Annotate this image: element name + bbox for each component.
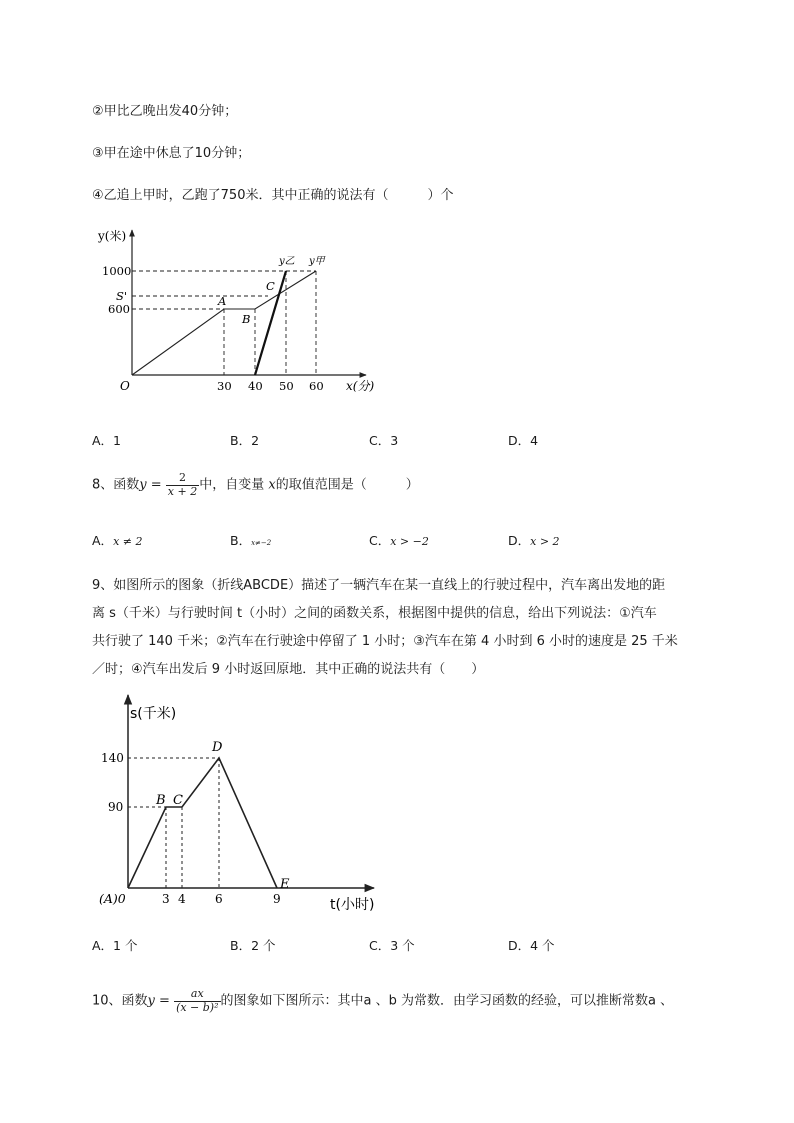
q9-point-c: C [173, 793, 183, 808]
q8-option-c-expr: x > −2 [390, 535, 429, 548]
q8-option-b-letter: B． [230, 533, 252, 548]
q7-option-d[interactable]: D．4 [508, 433, 539, 448]
q7-xtick-50: 50 [279, 379, 294, 393]
q8-frac-num: 2 [166, 472, 199, 486]
q7-point-c: C [266, 279, 275, 293]
q8-option-a-letter: A． [92, 533, 114, 548]
q8-suffix-b: 的取值范围是（ ） [275, 477, 419, 493]
q9-series-abcde [128, 758, 277, 888]
q9-ytick-90: 90 [108, 800, 124, 814]
q9-x-axis-label: t(小时) [330, 897, 375, 913]
q9-option-a[interactable]: A．1 个 [92, 938, 138, 953]
q7-chart [96, 224, 396, 404]
q7-ytick-1000: 1000 [102, 264, 132, 278]
q10-suffix: 的图象如下图所示：其中a 、b 为常数．由学习函数的经验，可以推断常数a 、 [220, 993, 674, 1009]
q7-ytick-600: 600 [108, 302, 130, 316]
q7-origin-label: O [120, 379, 130, 393]
q8-var: x [268, 477, 276, 493]
q7-series-label-jia: y甲 [309, 256, 325, 267]
q8-option-c-letter: C． [369, 533, 391, 548]
q9-xtick-6: 6 [215, 892, 223, 906]
q9-y-axis-label: s(千米) [130, 706, 177, 722]
q8-option-a[interactable] [92, 531, 142, 549]
q9-option-d[interactable]: D．4 个 [508, 938, 555, 953]
q10-fraction [174, 988, 220, 1014]
q8-prefix: 8、函数 [92, 477, 140, 493]
q7-series-label-yi: y乙 [279, 256, 295, 267]
q9-point-b: B [156, 793, 166, 808]
q8-fraction [166, 472, 199, 498]
q8-func-lhs: y = [139, 477, 162, 493]
q7-option-a[interactable]: A．1 [92, 433, 122, 448]
q9-origin-label: (A)0 [99, 891, 126, 906]
q9-option-c[interactable]: C．3 个 [369, 938, 415, 953]
q10-stem [92, 988, 673, 1014]
q9-chart [92, 690, 392, 920]
q7-ytick-s: S' [116, 289, 128, 303]
q9-point-d: D [212, 740, 223, 755]
q9-stem [92, 572, 732, 684]
q7-xtick-40: 40 [248, 379, 263, 393]
q10-func-lhs: y = [147, 993, 170, 1009]
q7-y-axis-label: y(米) [98, 229, 127, 243]
q8-option-c[interactable] [369, 531, 429, 549]
q8-stem [92, 472, 419, 498]
q7-xtick-60: 60 [309, 379, 324, 393]
q7-x-axis-label: x(分) [346, 379, 375, 393]
q9-xtick-9: 9 [273, 892, 281, 906]
q8-frac-den: x + 2 [167, 484, 198, 498]
q7-statement-4: ④乙追上甲时，乙跑了750米．其中正确的说法有（ ）个 [92, 188, 454, 203]
q7-option-b[interactable]: B．2 [230, 433, 260, 448]
q7-point-b: B [242, 312, 251, 326]
q7-statement-3: ③甲在途中休息了10分钟； [92, 146, 251, 161]
q7-statement-2: ②甲比乙晚出发40分钟； [92, 104, 238, 119]
q9-line-1: 9、如图所示的图象（折线ABCDE）描述了一辆汽车在某一直线上的行驶过程中，汽车离出发地的距 [92, 578, 666, 593]
q9-point-e: E [280, 877, 290, 892]
q9-xtick-4: 4 [178, 892, 186, 906]
q10-prefix: 10、函数 [92, 993, 148, 1009]
q9-line-4: ／时；④汽车出发后 9 小时返回原地．其中正确的说法共有（ ） [92, 662, 485, 677]
q9-xtick-3: 3 [162, 892, 170, 906]
q7-option-c[interactable]: C．3 [369, 433, 399, 448]
q8-option-d[interactable] [508, 531, 560, 549]
q8-option-a-expr: x ≠ 2 [113, 535, 143, 548]
q8-option-d-expr: x > 2 [530, 535, 560, 548]
q7-point-a: A [218, 294, 227, 308]
q10-frac-den: (x − b)² [176, 1000, 219, 1014]
q8-option-b[interactable] [230, 531, 271, 549]
q9-option-b[interactable]: B．2 个 [230, 938, 276, 953]
q8-suffix-a: 中，自变量 [199, 477, 265, 493]
q9-ytick-140: 140 [101, 751, 124, 765]
q8-option-d-letter: D． [508, 533, 531, 548]
q9-line-3: 共行驶了 140 千米；②汽车在行驶途中停留了 1 小时；③汽车在第 4 小时到 6 小时的速度是 25 千米 [92, 634, 678, 649]
q9-line-2: 离 s（千米）与行驶时间 t（小时）之间的函数关系，根据图中提供的信息，给出下列说法：①汽车 [92, 606, 657, 621]
q8-option-b-expr: x≠−2 [251, 539, 272, 547]
q7-xtick-30: 30 [217, 379, 232, 393]
q10-frac-num: ax [174, 988, 220, 1002]
